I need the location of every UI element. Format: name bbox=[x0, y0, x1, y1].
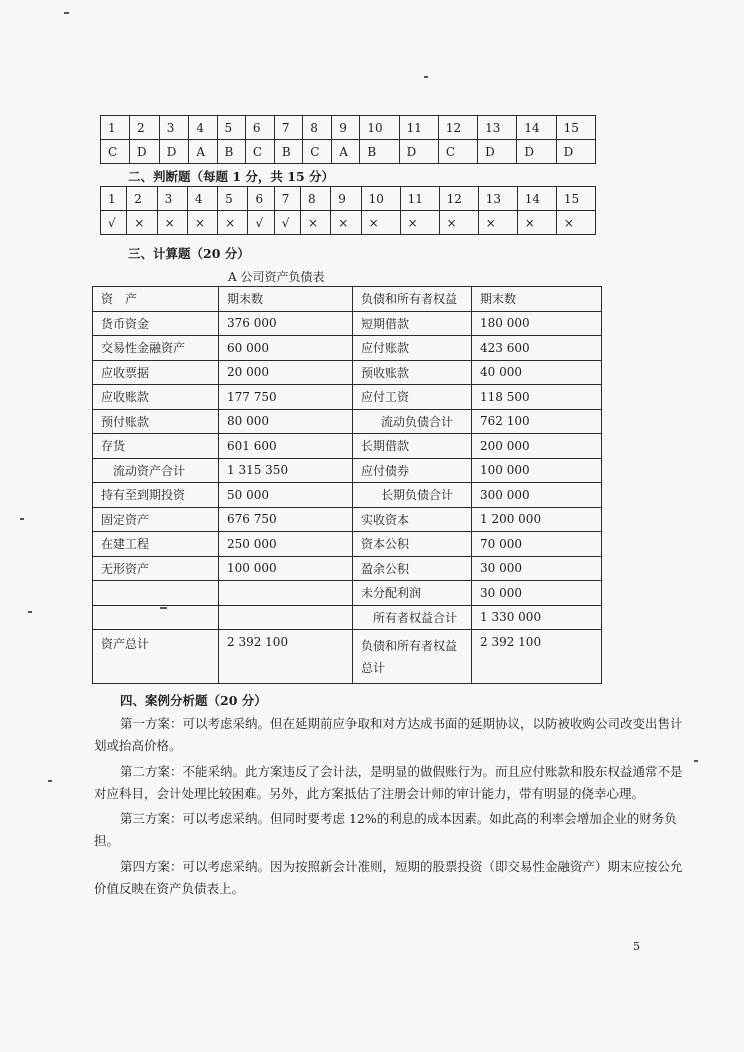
mc-answer: D bbox=[556, 140, 595, 164]
tf-answer: × bbox=[127, 211, 157, 235]
asset-value: 60 000 bbox=[219, 336, 353, 361]
asset-value: 177 750 bbox=[219, 385, 353, 410]
scan-speck bbox=[160, 607, 167, 609]
tf-number-row bbox=[101, 187, 596, 211]
liability-total-value: 2 392 100 bbox=[472, 630, 602, 684]
tf-number: 7 bbox=[274, 187, 300, 211]
liability-label: 流动负债合计 bbox=[353, 409, 472, 434]
case-paragraph-4: 第四方案：可以考虑采纳。因为按照新会计准则，短期的股票投资（即交易性金融资产）期末应按公允价值反映在资产负债表上。 bbox=[94, 859, 683, 896]
asset-value: 676 750 bbox=[219, 507, 353, 532]
asset-total-value: 2 392 100 bbox=[219, 630, 353, 684]
tf-answer: √ bbox=[248, 211, 274, 235]
asset-label bbox=[93, 605, 219, 630]
tf-answer: √ bbox=[274, 211, 300, 235]
liability-label: 预收账款 bbox=[353, 360, 472, 385]
tf-number: 6 bbox=[248, 187, 274, 211]
balance-sheet-table bbox=[92, 286, 602, 684]
tf-number: 14 bbox=[517, 187, 556, 211]
liability-label: 长期负债合计 bbox=[353, 483, 472, 508]
tf-answer: √ bbox=[101, 211, 127, 235]
tf-number: 12 bbox=[439, 187, 478, 211]
tf-number: 3 bbox=[157, 187, 187, 211]
multiple-choice-answer-table bbox=[100, 115, 596, 164]
tf-number: 13 bbox=[478, 187, 517, 211]
balance-sheet-header-row bbox=[93, 287, 602, 312]
mc-number: 1 bbox=[101, 116, 130, 140]
table-row bbox=[93, 360, 602, 385]
tf-number: 9 bbox=[331, 187, 361, 211]
liability-label: 所有者权益合计 bbox=[353, 605, 472, 630]
scan-speck bbox=[424, 76, 428, 78]
liability-value: 40 000 bbox=[472, 360, 602, 385]
mc-answer: A bbox=[332, 140, 360, 164]
mc-number: 4 bbox=[189, 116, 217, 140]
mc-answer: C bbox=[438, 140, 477, 164]
total-row bbox=[93, 630, 602, 684]
asset-value bbox=[219, 605, 353, 630]
tf-answer: × bbox=[218, 211, 248, 235]
tf-answer: × bbox=[361, 211, 400, 235]
liability-label: 应付债券 bbox=[353, 458, 472, 483]
case-paragraph-2: 第二方案：不能采纳。此方案违反了会计法，是明显的做假账行为。而且应付账款和股东权益通常不是对应科目，会计处理比较困难。另外，此方案抵估了注册会计师的审计能力，带有明显的侥幸心理。 bbox=[94, 764, 683, 801]
liability-total-label-line1: 负债和所有者权益 bbox=[361, 639, 458, 653]
true-false-answer-table bbox=[100, 186, 596, 235]
tf-answer: × bbox=[439, 211, 478, 235]
asset-label: 应收账款 bbox=[93, 385, 219, 410]
true-false-heading: 二、判断题（每题 1 分，共 15 分） bbox=[128, 169, 335, 184]
liability-value: 1 330 000 bbox=[472, 605, 602, 630]
asset-value: 100 000 bbox=[219, 556, 353, 581]
mc-answer: C bbox=[245, 140, 274, 164]
mc-number: 14 bbox=[517, 116, 556, 140]
mc-number: 13 bbox=[478, 116, 517, 140]
liability-label: 应付工资 bbox=[353, 385, 472, 410]
liability-value: 30 000 bbox=[472, 581, 602, 606]
mc-answer: B bbox=[274, 140, 302, 164]
mc-number: 12 bbox=[438, 116, 477, 140]
scan-speck bbox=[64, 12, 69, 14]
tf-answer: × bbox=[300, 211, 330, 235]
liability-value: 30 000 bbox=[472, 556, 602, 581]
table-row bbox=[93, 409, 602, 434]
mc-answer: D bbox=[399, 140, 438, 164]
mc-number: 3 bbox=[159, 116, 189, 140]
asset-value: 376 000 bbox=[219, 311, 353, 336]
tf-answer: × bbox=[556, 211, 595, 235]
liability-value: 423 600 bbox=[472, 336, 602, 361]
asset-label: 存货 bbox=[93, 434, 219, 459]
asset-value: 50 000 bbox=[219, 483, 353, 508]
tf-answer: × bbox=[517, 211, 556, 235]
asset-label: 在建工程 bbox=[93, 532, 219, 557]
table-row bbox=[93, 385, 602, 410]
liability-value: 300 000 bbox=[472, 483, 602, 508]
table-row bbox=[93, 556, 602, 581]
table-row bbox=[93, 483, 602, 508]
asset-value: 1 315 350 bbox=[219, 458, 353, 483]
liability-label: 短期借款 bbox=[353, 311, 472, 336]
calculation-heading: 三、计算题（20 分） bbox=[128, 246, 250, 261]
liability-value: 100 000 bbox=[472, 458, 602, 483]
mc-answer: D bbox=[129, 140, 159, 164]
tf-number: 2 bbox=[127, 187, 157, 211]
balance-sheet-title: A 公司资产负债表 bbox=[228, 270, 325, 284]
tf-answer: × bbox=[187, 211, 217, 235]
mc-answer: D bbox=[478, 140, 517, 164]
mc-number: 7 bbox=[274, 116, 302, 140]
liability-label: 未分配利润 bbox=[353, 581, 472, 606]
asset-label: 无形资产 bbox=[93, 556, 219, 581]
asset-value bbox=[219, 581, 353, 606]
liability-total-label-line2: 总计 bbox=[361, 661, 386, 675]
asset-label bbox=[93, 581, 219, 606]
liability-value: 118 500 bbox=[472, 385, 602, 410]
table-row bbox=[93, 532, 602, 557]
asset-value: 20 000 bbox=[219, 360, 353, 385]
liability-value: 70 000 bbox=[472, 532, 602, 557]
mc-answer: B bbox=[217, 140, 245, 164]
asset-label: 流动资产合计 bbox=[93, 458, 219, 483]
tf-number: 4 bbox=[187, 187, 217, 211]
tf-number: 10 bbox=[361, 187, 400, 211]
tf-answer-row bbox=[101, 211, 596, 235]
table-row bbox=[93, 458, 602, 483]
mc-number: 8 bbox=[303, 116, 332, 140]
tf-answer: × bbox=[157, 211, 187, 235]
mc-answer: C bbox=[101, 140, 130, 164]
tf-number: 5 bbox=[218, 187, 248, 211]
mc-number: 10 bbox=[360, 116, 399, 140]
asset-amount-header: 期末数 bbox=[219, 287, 353, 312]
tf-answer: × bbox=[478, 211, 517, 235]
mc-answer-row bbox=[101, 140, 596, 164]
asset-label: 预付账款 bbox=[93, 409, 219, 434]
liability-label: 盈余公积 bbox=[353, 556, 472, 581]
mc-answer: D bbox=[159, 140, 189, 164]
scan-speck bbox=[694, 760, 698, 762]
scan-speck bbox=[20, 518, 24, 520]
mc-answer: A bbox=[189, 140, 217, 164]
mc-number: 11 bbox=[399, 116, 438, 140]
mc-number: 2 bbox=[129, 116, 159, 140]
liability-header: 负债和所有者权益 bbox=[353, 287, 472, 312]
case-paragraph-3: 第三方案：可以考虑采纳。但同时要考虑 12%的利息的成本因素。如此高的利率会增加企业的财务负担。 bbox=[94, 811, 677, 848]
asset-label: 持有至到期投资 bbox=[93, 483, 219, 508]
mc-number: 9 bbox=[332, 116, 360, 140]
mc-answer: C bbox=[303, 140, 332, 164]
case-paragraph-1: 第一方案：可以考虑采纳。但在延期前应争取和对方达成书面的延期协议，以防被收购公司改变出售计划或抬高价格。 bbox=[94, 716, 683, 753]
mc-answer: D bbox=[517, 140, 556, 164]
mc-number: 6 bbox=[245, 116, 274, 140]
page-number: 5 bbox=[633, 940, 640, 953]
table-row bbox=[93, 336, 602, 361]
tf-answer: × bbox=[331, 211, 361, 235]
table-row bbox=[93, 581, 602, 606]
liability-label: 应付账款 bbox=[353, 336, 472, 361]
tf-number: 11 bbox=[400, 187, 439, 211]
case-analysis-heading: 四、案例分析题（20 分） bbox=[120, 693, 267, 708]
liability-value: 1 200 000 bbox=[472, 507, 602, 532]
liability-value: 762 100 bbox=[472, 409, 602, 434]
liability-value: 200 000 bbox=[472, 434, 602, 459]
mc-answer: B bbox=[360, 140, 399, 164]
asset-header: 资 产 bbox=[93, 287, 219, 312]
liability-value: 180 000 bbox=[472, 311, 602, 336]
asset-label: 货币资金 bbox=[93, 311, 219, 336]
liability-amount-header: 期末数 bbox=[472, 287, 602, 312]
table-row bbox=[93, 311, 602, 336]
liability-label: 实收资本 bbox=[353, 507, 472, 532]
scan-speck bbox=[28, 611, 32, 613]
tf-number: 8 bbox=[300, 187, 330, 211]
tf-number: 15 bbox=[556, 187, 595, 211]
scan-speck bbox=[48, 780, 52, 782]
table-row bbox=[93, 434, 602, 459]
asset-total-label: 资产总计 bbox=[93, 630, 219, 684]
tf-number: 1 bbox=[101, 187, 127, 211]
liability-label: 长期借款 bbox=[353, 434, 472, 459]
asset-label: 固定资产 bbox=[93, 507, 219, 532]
tf-answer: × bbox=[400, 211, 439, 235]
asset-label: 应收票据 bbox=[93, 360, 219, 385]
liability-total-label bbox=[353, 630, 472, 684]
mc-number: 15 bbox=[556, 116, 595, 140]
mc-number-row bbox=[101, 116, 596, 140]
asset-value: 80 000 bbox=[219, 409, 353, 434]
asset-value: 250 000 bbox=[219, 532, 353, 557]
liability-label: 资本公积 bbox=[353, 532, 472, 557]
asset-label: 交易性金融资产 bbox=[93, 336, 219, 361]
asset-value: 601 600 bbox=[219, 434, 353, 459]
table-row bbox=[93, 507, 602, 532]
table-row bbox=[93, 605, 602, 630]
mc-number: 5 bbox=[217, 116, 245, 140]
